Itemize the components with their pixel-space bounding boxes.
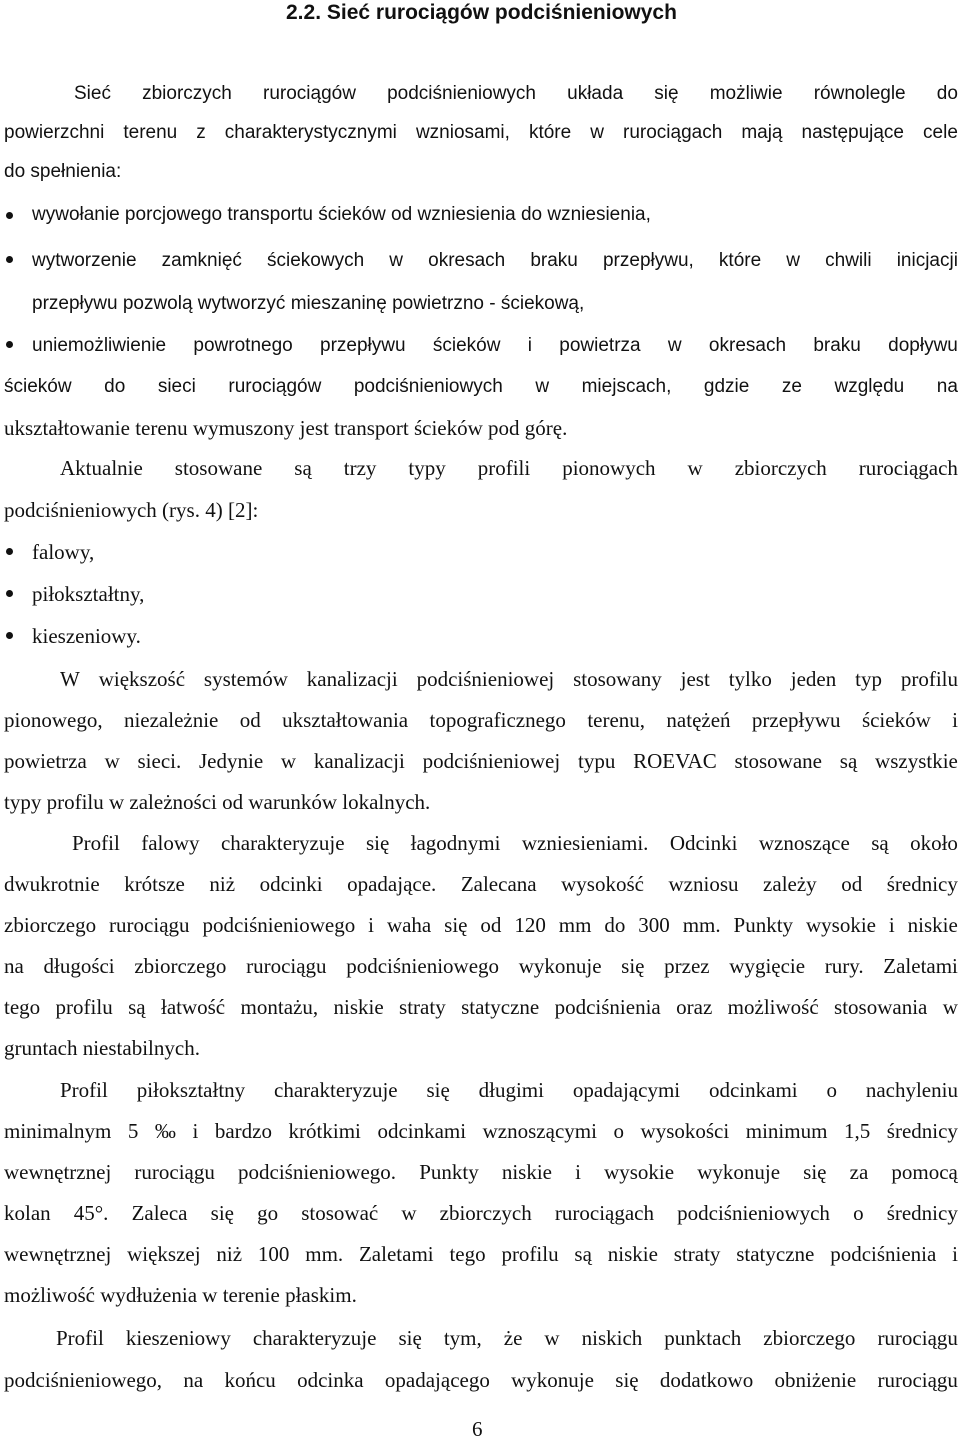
text-line: Sieć zbiorczych rurociągów podciśnieniowych układa się możliwie równolegle do	[74, 83, 958, 104]
text-line: pionowego, niezależnie od ukształtowania topograficznego terenu, natężeń przepływu ścieków i	[4, 708, 958, 732]
text-line: Aktualnie stosowane są trzy typy profili pionowych w zbiorczych rurociągach	[60, 456, 958, 480]
bullet-icon	[6, 632, 13, 639]
text-line: dwukrotnie krótsze niż odcinki opadające. Zalecana wysokość wzniosu zależy od średnicy	[4, 872, 958, 896]
text-line: typy profilu w zależności od warunków lokalnych.	[4, 790, 431, 814]
bullet-icon	[6, 590, 13, 597]
text-line: ścieków do sieci rurociągów podciśnieniowych w miejscach, gdzie ze względu na	[4, 376, 958, 397]
text-line: zbiorczego rurociągu podciśnieniowego i waha się od 120 mm do 300 mm. Punkty wysokie i niskie	[4, 913, 958, 937]
text-line: W większość systemów kanalizacji podciśnieniowej stosowany jest tylko jeden typ profilu	[60, 667, 958, 691]
text-line: falowy,	[32, 540, 95, 564]
text-line: powierzchni terenu z charakterystycznymi wzniosami, które w rurociągach mają następujące cele	[4, 122, 958, 143]
text-line: na długości zbiorczego rurociągu podciśnieniowego wykonuje się przez wygięcie rury. Zaletami	[4, 954, 958, 978]
text-line: kolan 45°. Zaleca się go stosować w zbiorczych rurociągach podciśnieniowych o średnicy	[4, 1201, 958, 1225]
text-line: do spełnienia:	[4, 161, 122, 182]
page-number: 6	[472, 1417, 483, 1441]
text-line: gruntach niestabilnych.	[4, 1036, 200, 1060]
text-line: Profil kieszeniowy charakteryzuje się tym, że w niskich punktach zbiorczego rurociągu	[56, 1326, 958, 1350]
text-line: wewnętrznej rurociągu podciśnieniowego. Punkty niskie i wysokie wykonuje się za pomocą	[4, 1160, 958, 1184]
text-line: ukształtowanie terenu wymuszony jest transport ścieków pod górę.	[4, 416, 568, 440]
bullet-icon	[6, 212, 13, 219]
text-line: Profil piłokształtny charakteryzuje się długimi opadającymi odcinkami o nachyleniu	[60, 1078, 958, 1102]
section-heading: 2.2. Sieć rurociągów podciśnieniowych	[286, 1, 677, 24]
text-line: tego profilu są łatwość montażu, niskie straty statyczne podciśnienia oraz możliwość stosowania w	[4, 995, 958, 1019]
bullet-icon	[6, 548, 13, 555]
bullet-icon	[6, 256, 13, 263]
text-line: minimalnym 5 ‰ i bardzo krótkimi odcinkami wznoszącymi o wysokości minimum 1,5 średnicy	[4, 1119, 958, 1143]
text-line: wywołanie porcjowego transportu ścieków od wzniesienia do wzniesienia,	[32, 204, 651, 225]
text-line: możliwość wydłużenia w terenie płaskim.	[4, 1283, 357, 1307]
bullet-icon	[6, 341, 13, 348]
text-line: uniemożliwienie powrotnego przepływu ścieków i powietrza w okresach braku dopływu	[32, 335, 958, 356]
text-line: podciśnieniowego, na końcu odcinka opadającego wykonuje się dodatkowo obniżenie rurociągu	[4, 1368, 958, 1392]
text-line: podciśnieniowych (rys. 4) [2]:	[4, 498, 259, 522]
text-line: piłokształtny,	[32, 582, 145, 606]
text-line: przepływu pozwolą wytworzyć mieszaninę powietrzno - ściekową,	[32, 293, 585, 314]
text-line: wytworzenie zamknięć ściekowych w okresach braku przepływu, które w chwili inicjacji	[32, 250, 958, 271]
text-line: wewnętrznej większej niż 100 mm. Zaletami tego profilu są niskie straty statyczne podciśnienia i	[4, 1242, 958, 1266]
text-line: powietrza w sieci. Jedynie w kanalizacji podciśnieniowej typu ROEVAC stosowane są wszystkie	[4, 749, 958, 773]
text-line: Profil falowy charakteryzuje się łagodnymi wzniesieniami. Odcinki wznoszące są około	[72, 831, 958, 855]
text-line: kieszeniowy.	[32, 624, 141, 648]
